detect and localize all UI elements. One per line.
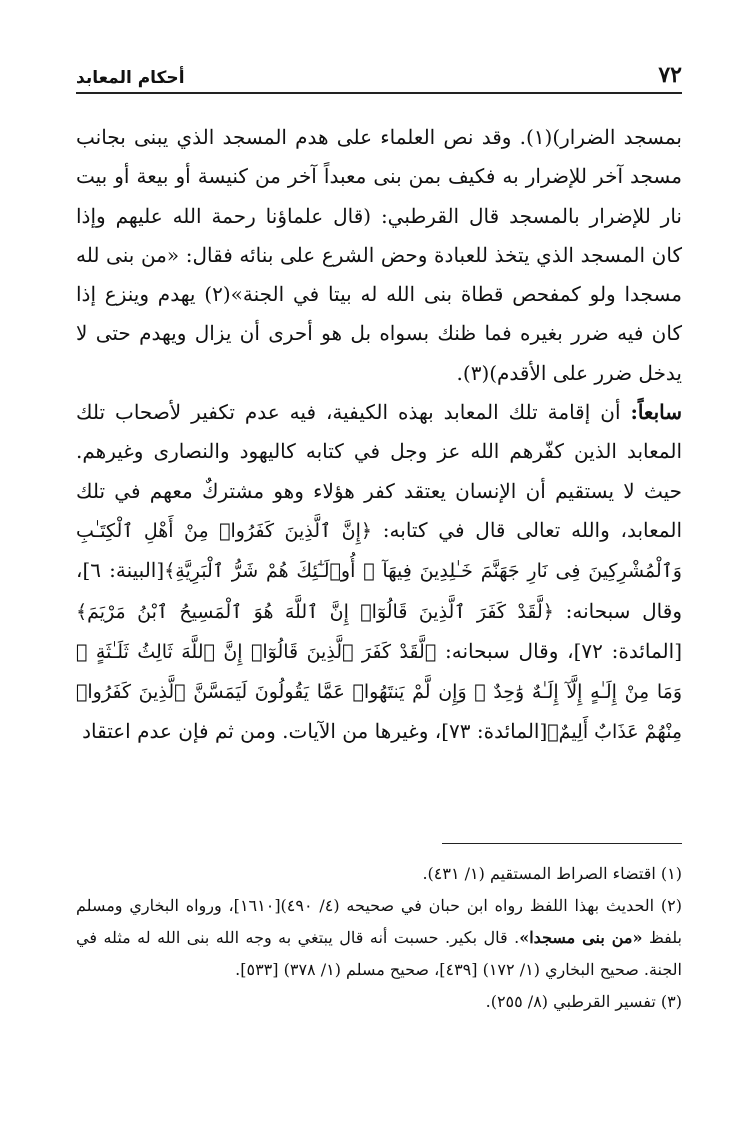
footnote-2 [76, 890, 682, 986]
footnote-2-text: (٢) الحديث بهذا اللفظ رواه ابن حبان في صحيحه (٤/ ٤٩٠)[١٦١٠]، ورواه البخاري ومسلم بلفظ [76, 896, 683, 947]
page-number: ٧٢ [658, 62, 682, 88]
quran-verse-2: ﴿لَّقَدْ كَفَرَ ٱلَّذِينَ قَالُوٓا۟ إِنَّ ٱللَّهَ هُوَ ٱلْمَسِيحُ ٱبْنُ مَرْيَمَ﴾ [76, 600, 554, 623]
footnotes [76, 858, 682, 1018]
footnote-3: (٣) تفسير القرطبي (٨/ ٢٥٥). [485, 992, 682, 1011]
quran-verse-3: ﴿لَّقَدْ كَفَرَ ٱلَّذِينَ قَالُوٓا۟ إِنَّ ٱللَّهَ ثَالِثُ ثَلَـٰثَةٍ ۘ وَمَا مِنْ إِلَـٰهٍ إِلَّآ إِلَـٰهٌ وَٰحِدٌ ۚ وَإِن لَّمْ يَنتَهُوا۟ عَمَّا يَقُولُونَ لَيَمَسَّنَّ ٱلَّذِينَ كَفَرُوا۟ مِنْهُمْ عَذَابٌ أَلِيمٌ﴾ [76, 640, 682, 744]
footnote-rule [442, 843, 682, 844]
main-text [76, 118, 682, 753]
verse-ref-1: [البينة: ٦]، وقال سبحانه: [76, 558, 682, 623]
paragraph-2-text: أن إقامة تلك المعابد بهذه الكيفية، فيه عدم تكفير لأصحاب تلك المعابد الذين كفّرهم الله عز وجل في كتابه كاليهود والنصارى وغيرهم. حيث لا يستقيم أن الإنسان يعتقد كفر هؤلاء وهو مشتركٌ معهم في تلك المعابد، والله تعالى قال في كتابه: [76, 400, 683, 542]
page-header [76, 58, 682, 88]
footnote-2-rest: . قال بكير. حسبت أنه قال يبتغي به وجه الله بنى الله له مثله في الجنة. صحيح البخاري (١/ ١٧٢) [٤٣٩]، صحيح مسلم (١/ ٣٧٨) [٥٣٣]. [76, 928, 682, 979]
header-rule [76, 92, 682, 94]
verse-ref-2: [المائدة: ٧٢]، وقال سبحانه: [436, 638, 683, 663]
footnote-2-quote: «من بنى مسجدا» [519, 928, 643, 947]
quran-verse-1: ﴿إِنَّ ٱلَّذِينَ كَفَرُوا۟ مِنْ أَهْلِ ٱلْكِتَـٰبِ وَٱلْمُشْرِكِينَ فِى نَارِ جَهَنَّمَ خَـٰلِدِينَ فِيهَآ ۚ أُو۟لَـٰٓئِكَ هُمْ شَرُّ ٱلْبَرِيَّةِ﴾ [76, 519, 682, 583]
paragraph-2 [76, 393, 682, 753]
paragraph-1: بمسجد الضرار)(١). وقد نص العلماء على هدم المسجد الذي يبنى بجانب مسجد آخر للإضرار به فكيف بمن بنى معبداً آخر من كنيسة أو بيعة أو بيت نار للإضرار بالمسجد قال القرطبي: (قال علماؤنا رحمة الله عليهم وإذا كان المسجد الذي يتخذ للعبادة وحض الشرع على بنائه فقال: «من بنى لله مسجدا ولو كمفحص قطاة بنى الله له بيتا في الجنة»(٢) يهدم وينزع إذا كان فيه ضرر بغيره فما ظنك بسواه بل هو أحرى أن يزال ويهدم حتى لا يدخل ضرر على الأقدم)(٣). [76, 125, 682, 385]
running-title: أحكام المعابد [76, 68, 185, 88]
paragraph-lead: سابعاً: [630, 400, 682, 425]
verse-ref-3: [المائدة: ٧٣]، وغيرها من الآيات. ومن ثم فإن عدم اعتقاد [82, 719, 548, 744]
footnote-1: (١) اقتضاء الصراط المستقيم (١/ ٤٣١). [422, 864, 682, 883]
